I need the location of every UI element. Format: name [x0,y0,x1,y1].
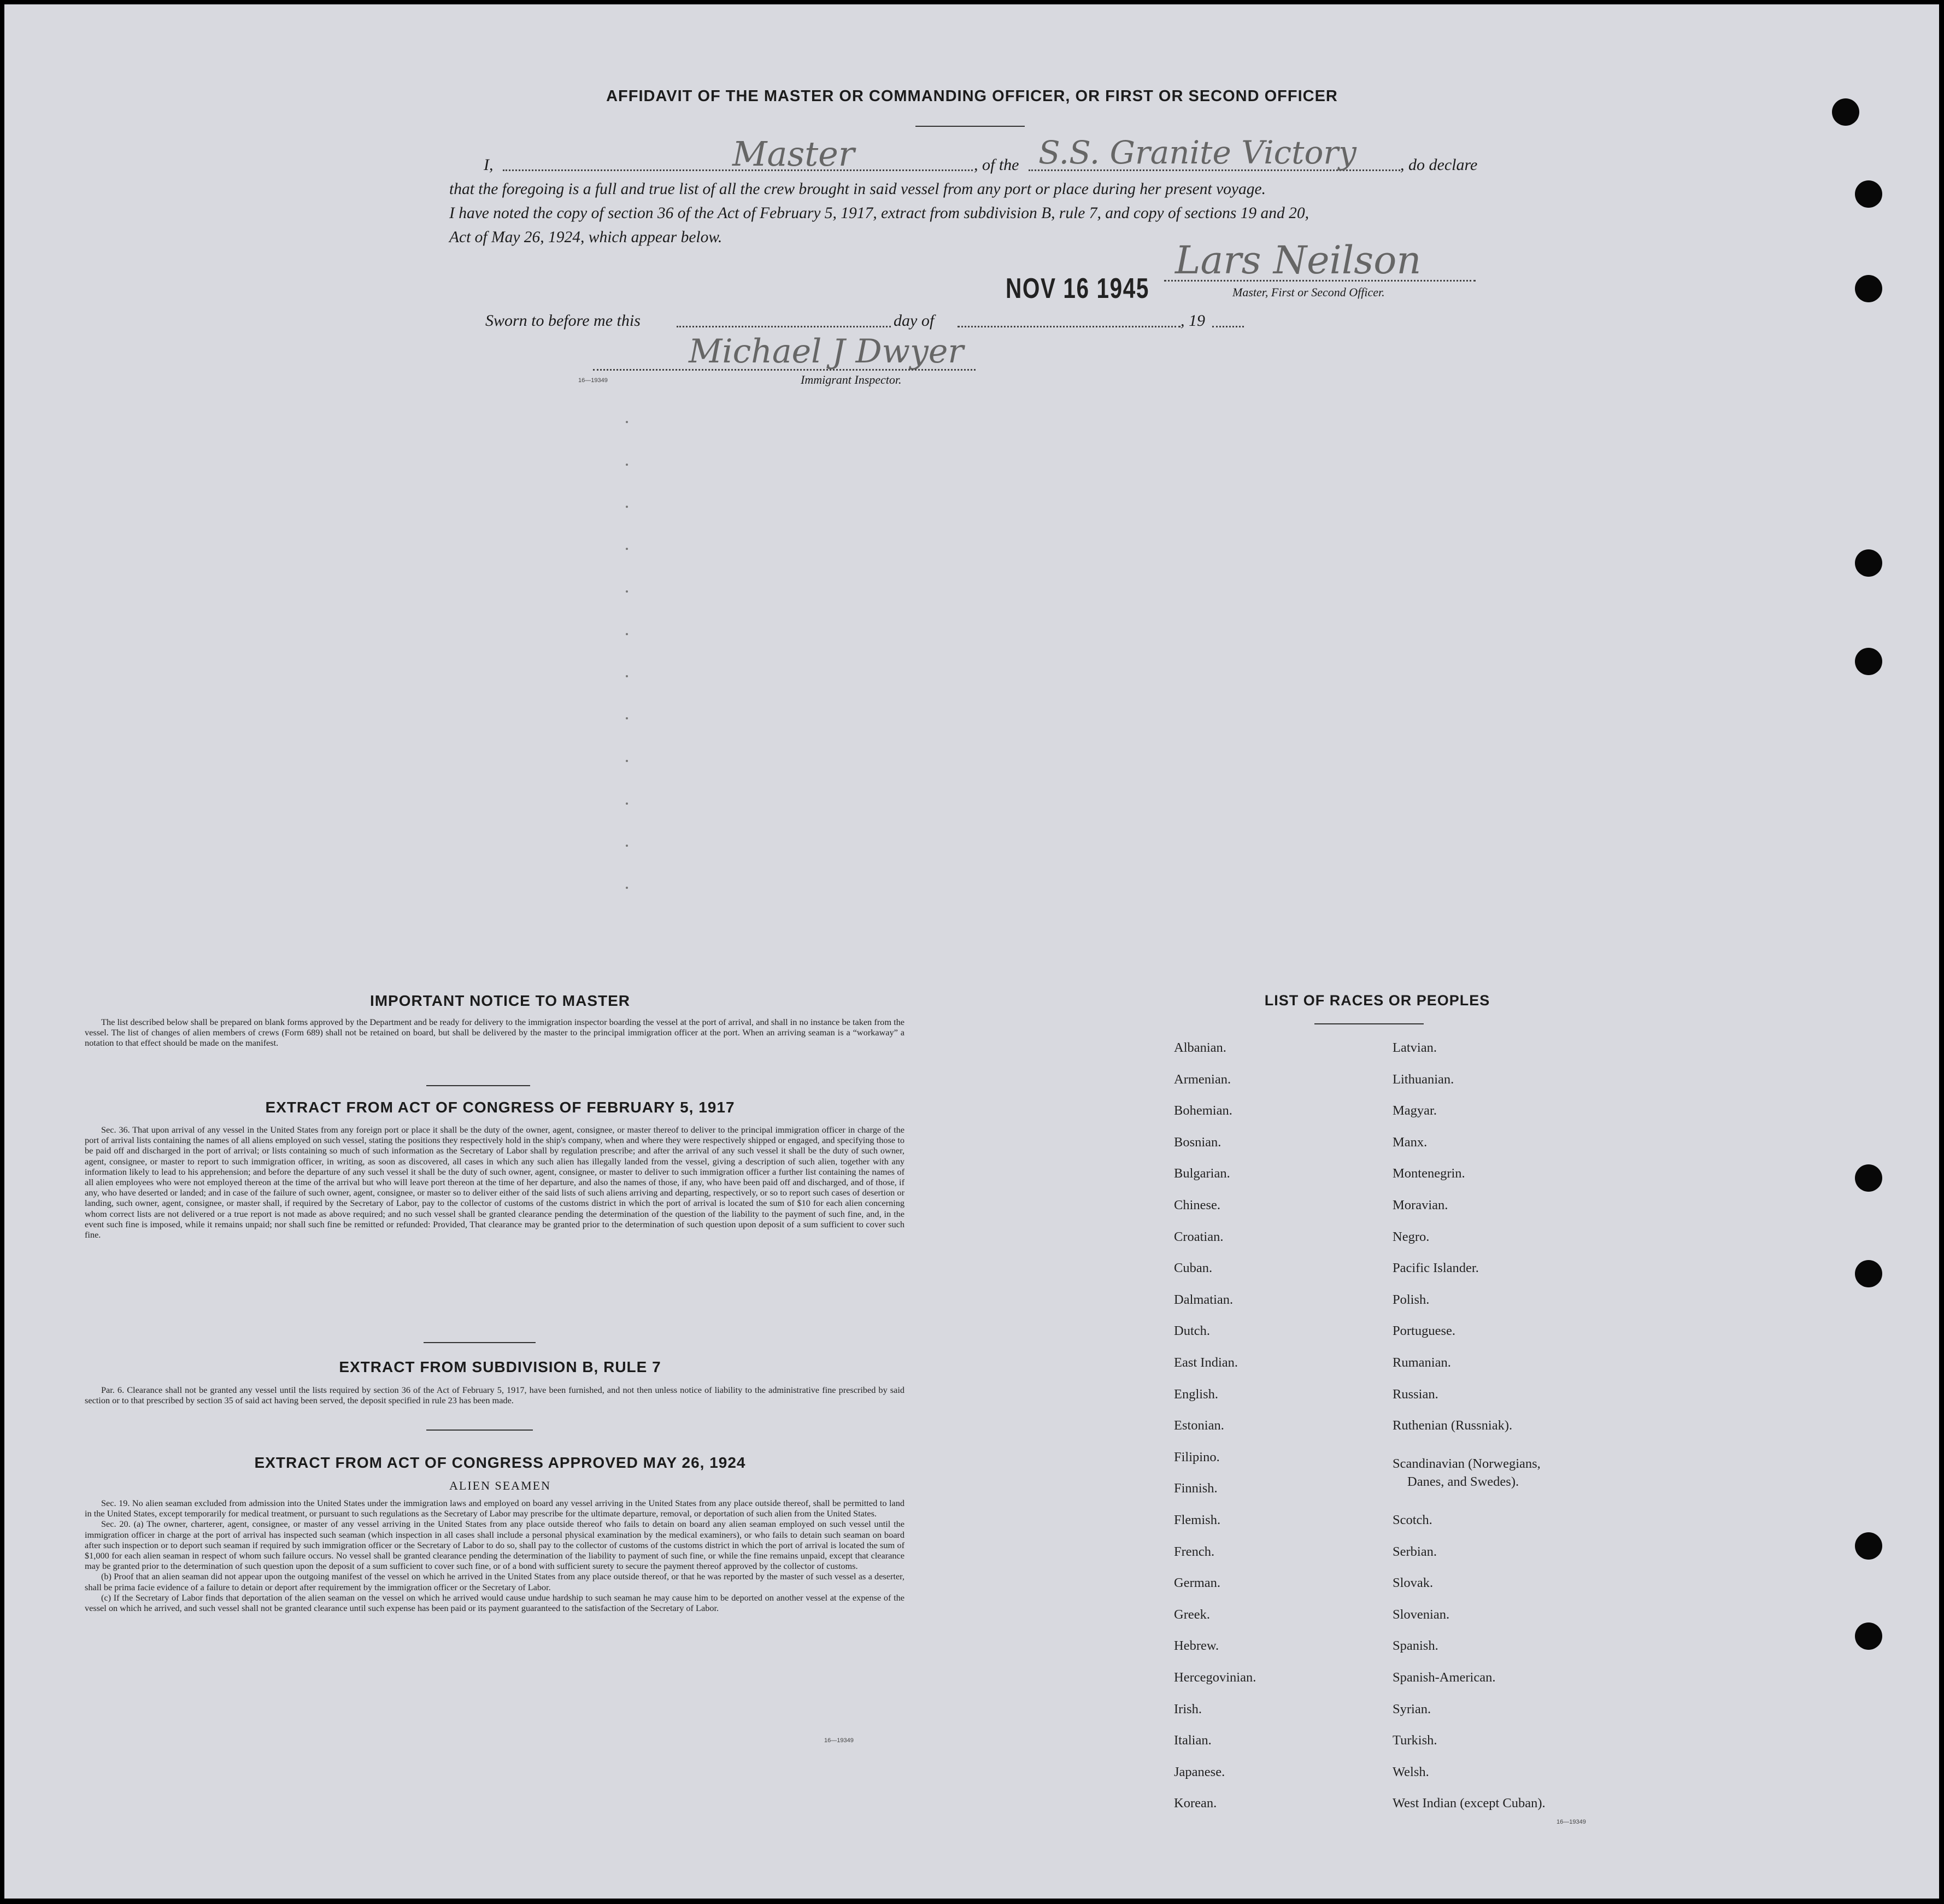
race-item: Japanese. [1174,1765,1225,1779]
race-item: West Indian (except Cuban). [1393,1796,1546,1811]
title-rule [915,126,1025,127]
race-item: Scotch. [1393,1513,1432,1527]
race-item: Moravian. [1393,1198,1448,1212]
inspector-blank [593,369,976,371]
punch-hole [1855,1164,1882,1192]
sec-20c-paragraph: (c) If the Secretary of Labor finds that deportation of the alien seaman on the vessel on which he arrived would cause undue hardship to such seaman he may cause him to be deported on another vessel at the expense of the vessel on which he arrived, and such vessel shall not be granted clearance until such expense has been paid or its payment guaranteed to the satisfaction of the Secretary of Labor. [85,1592,905,1614]
race-item: Manx. [1393,1135,1428,1150]
race-item: Pacific Islander. [1393,1261,1479,1275]
section-rule [426,1430,533,1431]
extract-rule7-heading: EXTRACT FROM SUBDIVISION B, RULE 7 [339,1358,661,1375]
sec-36-paragraph: Sec. 36. That upon arrival of any vessel in the United States from any foreign port or place it shall be the duty of the owner, agent, consignee, or master thereof to deliver to the principal immigration officer in charge of the port of arrival lists containing the names of all aliens employed on such vessel, stating the positions they respectively hold in the ship's company, when and where they were respectively shipped or engaged, and specifying those to be paid off and discharged in the port of arrival; or lists containing so much of such information as the Secretary of Labor shall by regulation prescribe; and after the arrival of any such vessel it shall be the duty of such owner, agent, consignee, or master to report to such immigration officer, in writing, as soon as discovered, all cases in which any such alien has illegally landed from the vessel, giving a description of such alien, together with any information likely to lead to his apprehension; and before the departure of any such vessel it shall be the duty of such owner, agent, consignee, or master to deliver to such immigration officer a further list containing the names of all alien employees who were not employed thereon at the time of the arrival but who will leave port thereon at the time of her departure, and also the names of those, if any, who have been paid off and discharged, and of those, if any, who have deserted or landed; and in case of the failure of such owner, agent, consignee, or master so to deliver either of the said lists of such aliens arriving and departing, respectively, or so to report such cases of desertion or landing, such owner, agent, consignee, or master shall, if required by the Secretary of Labor, pay to the collector of customs of the customs district in which the port of arrival is located the sum of $10 for each alien concerning whom correct lists are not delivered or a true report is not made as above required; and no such vessel shall be granted clearance pending the determination of the question of the liability to the payment of such fine, and, in the event such fine is imposed, while it remains unpaid; nor shall such fine be remitted or refunded: Provided, That clearance may be granted prior to the determination of such question upon deposit of a sum sufficient to cover such fine. [85,1124,905,1240]
scan-dot [626,590,628,593]
section-rule [424,1342,536,1343]
race-item: Russian. [1393,1387,1438,1402]
race-item: Hebrew. [1174,1638,1219,1653]
race-item: Bohemian. [1174,1103,1232,1118]
race-item: Negro. [1393,1229,1430,1244]
affidavit-line1-suffix: , do declare [1400,156,1478,174]
affidavit-line4: Act of May 26, 1924, which appear below. [449,229,723,246]
race-item: Polish. [1393,1292,1430,1307]
race-item: Finnish. [1174,1481,1218,1496]
race-item: Italian. [1174,1733,1212,1748]
race-item: Magyar. [1393,1103,1437,1118]
affidavit-title: AFFIDAVIT OF THE MASTER OR COMMANDING OFFICER, OR FIRST OR SECOND OFFICER [606,87,1338,105]
affidavit-line1-of: , of the [974,156,1019,174]
punch-hole [1855,180,1882,208]
scan-dot [626,675,628,677]
document-sheet [4,4,1939,1899]
race-item: French. [1174,1544,1215,1559]
punch-hole [1855,1532,1882,1560]
extract-form-number: 16—19349 [824,1737,854,1744]
alien-seamen-heading: ALIEN SEAMEN [449,1479,551,1492]
par-6-paragraph: Par. 6. Clearance shall not be granted any vessel until the lists required by section 36 of the Act of February 5, 1917, have been furnished, and not then unless notice of liability to the administrative fine prescribed by said section or to that prescribed by section 35 of said act having been served, the deposit specified in rule 23 has been made. [85,1385,905,1406]
scan-dot [626,887,628,889]
punch-hole [1855,648,1882,675]
race-item: Bosnian. [1174,1135,1221,1150]
punch-hole [1855,1260,1882,1287]
race-item: Dutch. [1174,1323,1210,1338]
race-item: Dalmatian. [1174,1292,1234,1307]
sworn-prefix: Sworn to before me this [485,312,641,330]
sworn-blank-3 [1212,326,1244,327]
race-item: Bulgarian. [1174,1166,1230,1181]
extract-rule7-text [85,1385,905,1405]
punch-hole [1855,549,1882,577]
race-item: Slovenian. [1393,1607,1450,1622]
punch-hole [1855,275,1882,302]
master-name-handwritten: Master [732,134,855,174]
signature-blank [1164,280,1476,282]
races-heading: LIST OF RACES OR PEOPLES [1264,992,1490,1009]
race-item: English. [1174,1387,1218,1402]
affidavit-form-number: 16—19349 [578,377,608,384]
sec-19-paragraph: Sec. 19. No alien seaman excluded from admission into the United States under the immigration laws and employed on board any vessel arriving in the United States from any place outside thereof, shall be permitted to land in the United States, except temporarily for medical treatment, or pursuant to such regulations as the Secretary of Labor may prescribe for the ultimate departure, removal, or deportation of such alien from the United States. [85,1498,905,1519]
affidavit-line3: I have noted the copy of section 36 of the Act of February 5, 1917, extract from subdivision B, rule 7, and copy of sections 19 and 20, [449,204,1309,222]
race-item-continuation: Danes, and Swedes). [1407,1474,1519,1489]
race-item: Croatian. [1174,1229,1224,1244]
race-item: Armenian. [1174,1072,1231,1087]
scan-dot [626,633,628,635]
race-item: Ruthenian (Russniak). [1393,1418,1513,1433]
scan-dot [626,506,628,508]
race-item: Korean. [1174,1796,1217,1811]
race-item: German. [1174,1575,1221,1590]
race-item: East Indian. [1174,1355,1238,1370]
race-item: Syrian. [1393,1702,1431,1716]
affidavit-line2: that the foregoing is a full and true list of all the crew brought in said vessel from any port or place during her present voyage. [449,180,1266,198]
master-caption: Master, First or Second Officer. [1232,285,1385,299]
date-stamp: NOV 16 1945 [1006,273,1149,304]
race-item: Irish. [1174,1702,1202,1716]
scan-dot [626,421,628,423]
notice-paragraph: The list described below shall be prepared on blank forms approved by the Department and be ready for delivery to the immigration inspector boarding the vessel at the port of arrival, and shall in no instance be taken from the vessel. The list of changes of alien members of crews (Form 689) shall not be retained on board, but shall be delivered by the master to the principal immigration officer at the port. When an arriving seaman is a “workaway” a notation to that effect should be made on the manifest. [85,1017,905,1048]
race-item: Flemish. [1174,1513,1221,1527]
race-item: Latvian. [1393,1040,1437,1055]
sec-20a-paragraph: Sec. 20. (a) The owner, charterer, agent, consignee, or master of any vessel arriving in the United States from any place outside thereof who fails to detain on board any alien seaman employed on such vessel until the immigration officer in charge at the port of arrival has inspected such seaman (which inspection in all cases shall include a personal physical examination by the medical examiners), or who fails to detain such seaman on board after such inspection or to deport such seaman if required by such immigration officer or the Secretary of Labor to do so, shall pay to the collector of customs of the customs district in which the port of arrival is located the sum of $1,000 for each alien seaman in respect of whom such failure occurs. No vessel shall be granted clearance pending the determination of the liability to payment of such fine, or while the fine remains unpaid, except that clearance may be granted prior to the determination of such question upon the deposit of a sum sufficient to cover such fine, or of a bond with sufficient surety to secure the payment thereof approved by the collector of customs. [85,1519,905,1572]
extract-1924-heading: EXTRACT FROM ACT OF CONGRESS APPROVED MAY 26, 1924 [254,1454,746,1471]
race-item: Scandinavian (Norwegians, [1393,1456,1541,1471]
sec-20b-paragraph: (b) Proof that an alien seaman did not appear upon the outgoing manifest of the vessel on which he arrived in the United States from any place outside thereof, or that he was reported by the master of such vessel as a deserter, shall be prima facie evidence of a failure to detain or deport after requirement by the immigration officer or the Secretary of Labor. [85,1571,905,1592]
race-item: Albanian. [1174,1040,1226,1055]
extract-1924-text [85,1498,905,1613]
extract-1917-text [85,1124,905,1240]
race-item: Estonian. [1174,1418,1224,1433]
race-item: Spanish-American. [1393,1670,1496,1685]
scan-dot [626,845,628,847]
sworn-day: day of [894,312,935,330]
race-item: Hercegovinian. [1174,1670,1256,1685]
race-item: Slovak. [1393,1575,1434,1590]
punch-hole [1855,1622,1882,1650]
race-item: Greek. [1174,1607,1210,1622]
race-item: Portuguese. [1393,1323,1455,1338]
inspector-signature: Michael J Dwyer [689,332,964,371]
scan-dot [626,464,628,466]
vessel-name-handwritten: S.S. Granite Victory [1038,134,1356,171]
race-item: Rumanian. [1393,1355,1451,1370]
section-rule [426,1085,530,1086]
sworn-year: , 19 [1181,312,1205,330]
races-rule [1314,1023,1424,1024]
race-item: Turkish. [1393,1733,1437,1748]
race-item: Montenegrin. [1393,1166,1465,1181]
scan-dot [626,802,628,805]
inspector-caption: Immigrant Inspector. [801,373,902,386]
notice-heading: IMPORTANT NOTICE TO MASTER [369,992,631,1009]
scan-dot [626,760,628,762]
master-signature: Lars Neilson [1175,238,1422,283]
race-item: Welsh. [1393,1765,1429,1779]
sworn-blank-2 [958,326,1181,327]
scan-dot [626,717,628,719]
race-item: Cuban. [1174,1261,1213,1275]
notice-text [85,1017,905,1048]
races-form-number: 16—19349 [1557,1819,1586,1825]
affidavit-line1-prefix: I, [484,156,494,174]
race-item: Serbian. [1393,1544,1437,1559]
race-item: Chinese. [1174,1198,1221,1212]
race-item: Spanish. [1393,1638,1438,1653]
scan-dot [626,548,628,550]
race-item: Filipino. [1174,1450,1220,1464]
race-item: Lithuanian. [1393,1072,1454,1087]
extract-1917-heading: EXTRACT FROM ACT OF CONGRESS OF FEBRUARY 5, 1917 [265,1099,735,1116]
sworn-blank-1 [677,326,891,327]
